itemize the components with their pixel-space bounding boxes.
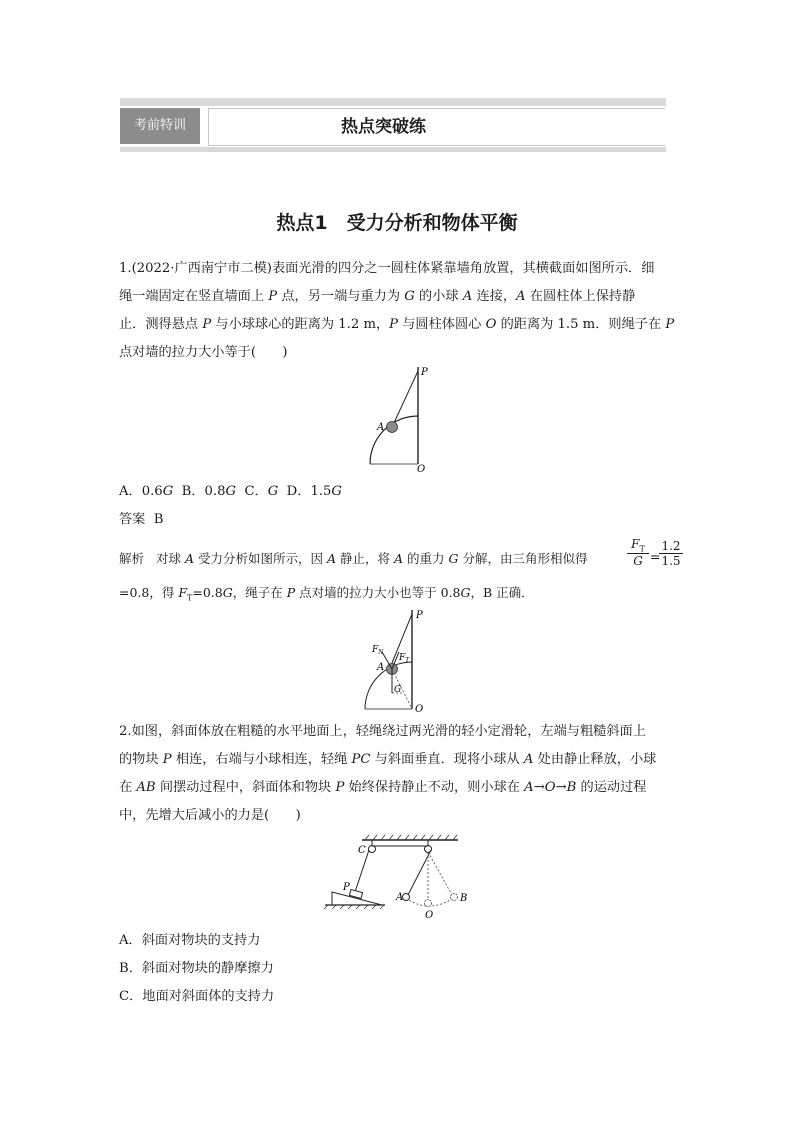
banner-top-rule	[120, 98, 666, 106]
label-a: A	[377, 422, 385, 433]
q1-analysis	[119, 537, 681, 603]
q1-option-b[interactable]: B．0.8G	[181, 484, 237, 499]
q2-line-3: 在 AB 间摆动过程中，斜面体和物块 P 始终保持静止不动，则小球在 A→O→B 的运动过程	[119, 780, 647, 795]
section-title: 热点1 受力分析和物体平衡	[276, 212, 518, 234]
q2-option-a[interactable]: A．斜面对物块的支持力	[119, 933, 261, 948]
q2-option-c[interactable]: C．地面对斜面体的支持力	[119, 989, 275, 1004]
label-fn: $F_N$	[372, 645, 384, 656]
label-c: C	[358, 845, 366, 856]
label-ft: $F_T$	[399, 653, 410, 664]
banner-tag: 考前特训	[120, 108, 200, 144]
q2-figure	[320, 832, 480, 922]
q2-line-1: 2.如图，斜面体放在粗糙的水平地面上，轻绳绕过两光滑的轻小定滑轮，左端与粗糙斜面上	[119, 724, 646, 739]
q1-figure	[360, 365, 440, 475]
ball-b	[451, 894, 458, 901]
label-p: P	[421, 367, 428, 378]
question-2-text	[119, 718, 676, 830]
label-o: O	[415, 704, 424, 715]
label-o: O	[425, 910, 434, 921]
q1-option-d[interactable]: D．1.5G	[286, 484, 342, 499]
label-a: A	[396, 892, 404, 903]
label-p: P	[416, 610, 423, 621]
rope-line	[393, 371, 418, 425]
analysis-line-1: 解析 对球 A 受力分析如图所示，因 A 静止，将 A 的重力 G 分解，由三角形相似得 $F_T$ G = 1.2 1.5	[119, 537, 676, 579]
label-p: P	[343, 882, 350, 893]
q1-line-3: 止．测得悬点 P 与小球球心的距离为 1.2 m，P 与圆柱体圆心 O 的距离为 1.5 m．则绳子在 P	[119, 317, 675, 332]
ball-a	[403, 894, 410, 901]
q2-options	[119, 927, 676, 1011]
ball-o	[425, 900, 432, 907]
q1-line-2: 绳一端固定在竖直墙面上 P 点，另一端与重力为 G 的小球 A 连接，A 在圆柱体上保持静	[119, 289, 636, 304]
ball-a	[387, 422, 398, 433]
q1-option-c[interactable]: C．G	[244, 484, 279, 499]
q1-answer	[119, 506, 676, 534]
frac-12-15: 1.2 1.5	[659, 539, 683, 568]
banner-bottom-rule	[120, 147, 666, 152]
answer-value: B	[153, 512, 164, 527]
q1-option-a[interactable]: A．0.6G	[119, 484, 174, 499]
q2-line-2: 的物块 P 相连，右端与小球相连，轻绳 PC 与斜面垂直．现将小球从 A 处由静止释放，小球	[119, 752, 657, 767]
frac-ft-g: $F_T$ G	[627, 537, 649, 568]
banner-title-box	[208, 108, 665, 146]
banner-title: 热点突破练	[341, 117, 426, 137]
rope-pc	[355, 850, 369, 892]
ceiling-hatch	[365, 835, 457, 840]
q2-option-b[interactable]: B．斜面对物块的静摩擦力	[119, 961, 274, 976]
eq-sign: =	[650, 549, 661, 564]
q1-force-figure	[355, 608, 435, 718]
q2-line-4: 中，先增大后减小的力是( )	[119, 808, 301, 823]
q1-line-4: 点对墙的拉力大小等于( )	[119, 345, 288, 360]
question-1-text	[119, 255, 676, 367]
q1-options	[119, 478, 676, 506]
q1-line-1: 1.(2022·广西南宁市二模)表面光滑的四分之一圆柱体紧靠墙角放置，其横截面如图所示．细	[119, 261, 655, 276]
label-o: O	[417, 464, 426, 475]
label-a: A	[377, 662, 385, 673]
answer-label: 答案	[119, 512, 146, 527]
header-banner	[120, 98, 666, 168]
rope-ball-a	[408, 850, 431, 895]
pulley-c	[369, 846, 376, 853]
rope-ball-b	[428, 852, 452, 895]
label-b: B	[460, 893, 468, 904]
label-g: G	[394, 685, 402, 695]
analysis-line-2: =0.8，得 $F_T=0.8G$，绳子在 P 点对墙的拉力大小也等于 0.8G，B 正确．	[119, 585, 534, 603]
